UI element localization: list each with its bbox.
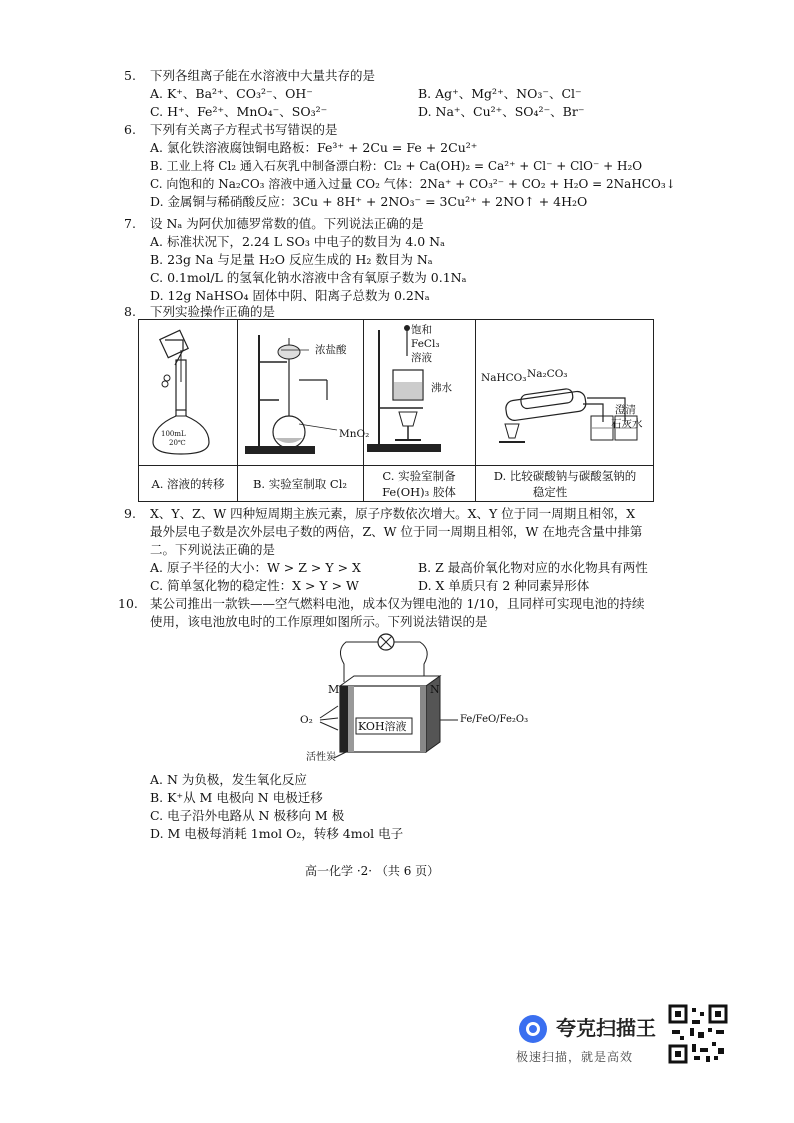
na2co3-label: Na₂CO₃: [527, 368, 568, 380]
q10-option-c: C. 电子沿外电路从 N 极移向 M 极: [150, 808, 345, 823]
caption-a: A. 溶液的转移: [151, 477, 225, 491]
fecl3-label-3: 溶液: [411, 352, 432, 364]
q5-stem: 下列各组离子能在水溶液中大量共存的是: [150, 68, 376, 83]
q8-stem: 下列实验操作正确的是: [150, 304, 276, 319]
caption-c-line2: Fe(OH)₃ 胶体: [382, 485, 456, 499]
caption-d-line1: D. 比较碳酸钠与碳酸氢钠的: [493, 469, 637, 483]
q9-line-2: 最外层电子数是次外层电子数的两倍，Z、W 位于同一周期且相邻，W 在地壳含量中排第: [150, 524, 643, 539]
caption-d-line2: 稳定性: [532, 485, 568, 499]
q9-line-3: 二。下列说法正确的是: [150, 542, 276, 557]
table-divider: [139, 465, 653, 466]
q9-option-d: D. X 单质只有 2 种同素异形体: [418, 578, 590, 593]
volumetric-flask-figure: [139, 320, 237, 465]
q8-number: 8.: [124, 304, 136, 319]
limewater-label-1: 澄清: [615, 404, 636, 416]
q10-option-d: D. M 电极每消耗 1mol O₂，转移 4mol 电子: [150, 826, 404, 841]
q10-option-a: A. N 为负极，发生氧化反应: [150, 772, 307, 787]
q7-option-a: A. 标准状况下，2.24 L SO₃ 中电子的数目为 4.0 Nₐ: [150, 234, 445, 249]
q7-option-b: B. 23g Na 与足量 H₂O 反应生成的 H₂ 数目为 Nₐ: [150, 252, 433, 267]
scanner-brand-name: 夸克扫描王: [556, 1016, 656, 1040]
scanner-watermark: [510, 1010, 730, 1070]
koh-label: KOH溶液: [358, 720, 407, 733]
fuel-cell-diagram: [290, 630, 530, 770]
fecl3-label-2: FeCl₃: [411, 338, 440, 350]
q7-option-c: C. 0.1mol/L 的氢氧化钠水溶液中含有氧原子数为 0.1Nₐ: [150, 270, 467, 285]
electrode-n-label: N: [430, 683, 440, 696]
q5-option-b: B. Ag⁺、Mg²⁺、NO₃⁻、Cl⁻: [418, 86, 582, 101]
q6-option-b: B. 工业上将 Cl₂ 通入石灰乳中制备漂白粉：Cl₂ + Ca(OH)₂ = Ca²⁺ + Cl⁻ + ClO⁻ + H₂O: [150, 159, 643, 173]
electrode-m-label: M: [328, 683, 340, 696]
limewater-label-2: 石灰水: [611, 418, 643, 430]
conc-hcl-label: 浓盐酸: [315, 344, 347, 356]
qr-code-icon: [668, 1004, 728, 1064]
q7-option-d: D. 12g NaHSO₄ 固体中阴、阳离子总数为 0.2Nₐ: [150, 288, 430, 303]
page-footer: 高一化学 ·2· （共 6 页）: [305, 864, 440, 878]
q6-option-a: A. 氯化铁溶液腐蚀铜电路板：Fe³⁺ + 2Cu = Fe + 2Cu²⁺: [150, 140, 478, 155]
experiment-table: [138, 319, 654, 502]
mno2-label: MnO₂: [339, 428, 370, 440]
activated-carbon-label: 活性炭: [306, 752, 336, 763]
q9-option-a: A. 原子半径的大小：W > Z > Y > X: [150, 560, 361, 575]
q7-number: 7.: [124, 216, 136, 231]
q6-stem: 下列有关离子方程式书写错误的是: [150, 122, 338, 137]
q6-option-d: D. 金属铜与稀硝酸反应：3Cu + 8H⁺ + 2NO₃⁻ = 3Cu²⁺ + 2NO↑ + 4H₂O: [150, 194, 588, 209]
q5-number: 5.: [124, 68, 136, 83]
iron-electrode-label: Fe/FeO/Fe₂O₃: [460, 714, 529, 725]
carbonate-apparatus-figure: [475, 320, 653, 465]
flask-volume-label: 100mL: [161, 430, 186, 438]
caption-b: B. 实验室制取 Cl₂: [252, 477, 347, 491]
oxygen-label: O₂: [300, 714, 313, 726]
nahco3-label: NaHCO₃: [481, 372, 527, 384]
q5-option-d: D. Na⁺、Cu²⁺、SO₄²⁻、Br⁻: [418, 104, 585, 119]
scanner-slogan: 极速扫描，就是高效: [516, 1050, 634, 1064]
q10-option-b: B. K⁺从 M 电极向 N 电极迁移: [150, 790, 323, 805]
q10-line-1: 某公司推出一款铁——空气燃料电池，成本仅为锂电池的 1/10，且同样可实现电池的持续: [150, 596, 645, 611]
chlorine-apparatus-figure: [237, 320, 363, 465]
q6-number: 6.: [124, 122, 136, 137]
q6-option-c: C. 向饱和的 Na₂CO₃ 溶液中通入过量 CO₂ 气体：2Na⁺ + CO₃²⁻ + CO₂ + H₂O = 2NaHCO₃↓: [150, 177, 676, 191]
q9-number: 9.: [124, 506, 136, 521]
q7-stem: 设 Nₐ 为阿伏加德罗常数的值。下列说法正确的是: [150, 216, 424, 231]
q9-option-c: C. 简单氢化物的稳定性：X > Y > W: [150, 578, 359, 593]
flask-temp-label: 20℃: [169, 439, 186, 447]
q10-number: 10.: [118, 596, 138, 611]
fecl3-label-1: 饱和: [411, 324, 432, 336]
boiling-water-label: 沸水: [431, 382, 452, 394]
q5-option-c: C. H⁺、Fe²⁺、MnO₄⁻、SO₃²⁻: [150, 104, 328, 119]
q9-option-b: B. Z 最高价氧化物对应的水化物具有两性: [418, 560, 648, 575]
caption-c-line1: C. 实验室制备: [382, 469, 456, 483]
q9-line-1: X、Y、Z、W 四种短周期主族元素，原子序数依次增大。X、Y 位于同一周期且相邻，X: [150, 506, 636, 521]
q10-line-2: 使用，该电池放电时的工作原理如图所示。下列说法错误的是: [150, 614, 488, 629]
scanner-logo-icon: [516, 1012, 550, 1046]
q5-option-a: A. K⁺、Ba²⁺、CO₃²⁻、OH⁻: [150, 86, 313, 101]
